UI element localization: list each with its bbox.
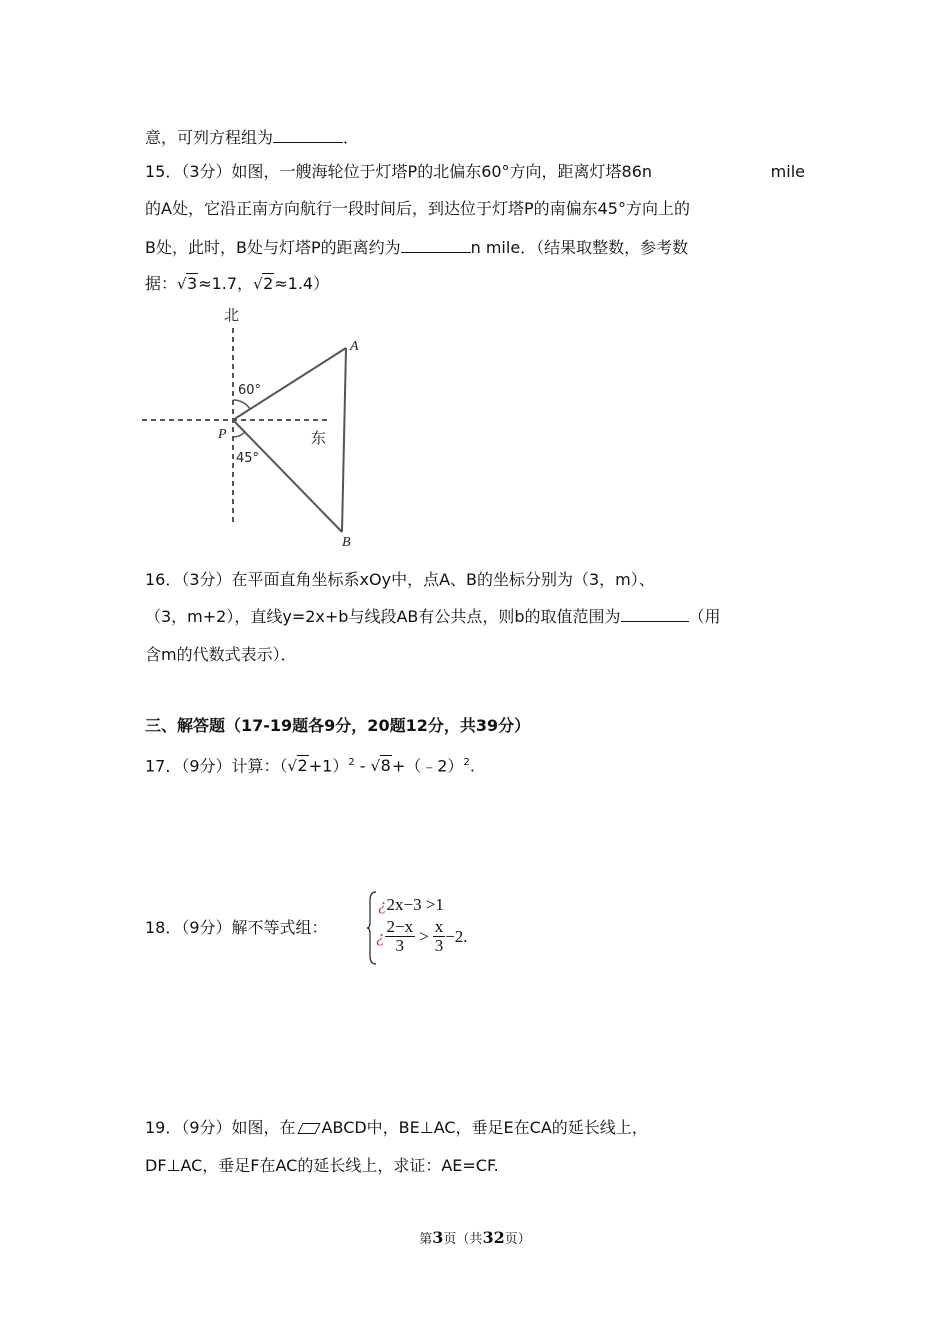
q19-line-2-text: DF⊥AC，垂足F在AC的延长线上，求证：AE=CF. xyxy=(145,1156,499,1175)
answer-blank xyxy=(401,237,471,253)
q17-exponent-2: 2 xyxy=(463,757,470,768)
answer-blank xyxy=(621,606,689,622)
frac2-num: x xyxy=(434,917,444,936)
parallelogram-icon xyxy=(297,1123,320,1134)
angle-45-label: 45° xyxy=(236,451,260,466)
q16-line-1-text: 16．（3分）在平面直角坐标系xOy中，点A、B的坐标分别为（3，m）、 xyxy=(145,570,655,589)
sqrt-8: √ 8 xyxy=(370,756,391,776)
q17-exponent-1: 2 xyxy=(348,757,355,768)
q16-line-1 xyxy=(145,570,805,590)
q18-inequality-2 xyxy=(376,918,468,955)
east-label: 东 xyxy=(311,429,327,447)
q19-line-2 xyxy=(145,1156,499,1176)
section-heading xyxy=(145,716,530,736)
q16-line-3-text: 含m的代数式表示）． xyxy=(145,645,297,664)
frac1-num: 2−x xyxy=(386,917,414,936)
q15-line-4 xyxy=(145,274,329,294)
q14-text: 意，可列方程组为 xyxy=(145,128,274,147)
frac2-den: 3 xyxy=(434,936,444,955)
q16-line-2 xyxy=(145,606,721,627)
q17-b: +1） xyxy=(308,756,349,776)
sqrt-2-q17: √ 2 xyxy=(287,756,308,776)
page-total: 32 xyxy=(482,1228,505,1247)
point-p-label: P xyxy=(218,427,227,442)
q17-d: +（﹣2） xyxy=(391,756,464,776)
q17-e: . xyxy=(469,756,475,776)
q15-line-4-b: ≈1.7， xyxy=(198,274,254,293)
radical-icon: √ xyxy=(177,275,187,293)
footer-b: 页（共 xyxy=(443,1232,483,1247)
q19-line-1-content xyxy=(145,1118,648,1138)
angle-60-label: 60° xyxy=(238,383,262,398)
q18-row-1: 2x−3 >1 xyxy=(386,895,444,914)
section-heading-text: 三、解答题（17-19题各9分，20题12分，共39分） xyxy=(145,716,531,735)
radical-icon: √ xyxy=(370,757,381,776)
q18-inequality-1 xyxy=(378,895,444,915)
q18-gt: > xyxy=(419,926,429,946)
q17-a: 17．（9分）计算：（ xyxy=(145,756,288,776)
q16-line-2-a: （3，m+2），直线y=2x+b与线段AB有公共点，则b的取值范围为 xyxy=(145,607,621,626)
q18-label-text: 18．（9分）解不等式组： xyxy=(145,918,328,937)
angle-arc-60 xyxy=(233,400,250,409)
q15-line-2 xyxy=(145,199,690,219)
page-number: 3 xyxy=(432,1228,444,1247)
point-a-label: A xyxy=(350,339,359,354)
sqrt-2: √ 2 xyxy=(253,274,274,293)
sqrt-3: √ 3 xyxy=(177,274,198,293)
q14-end: ． xyxy=(343,128,360,147)
radical-icon: √ xyxy=(253,275,263,293)
q15-line-3-b: n mile．（结果取整数，参考数 xyxy=(470,238,689,257)
q19-line-1-a: 19．（9分）如图，在 xyxy=(145,1118,296,1137)
q19-line-1 xyxy=(145,1118,805,1138)
q15-line-4-a: 据： xyxy=(145,274,178,293)
q18-mark-1: ¿ xyxy=(378,895,387,914)
north-label: 北 xyxy=(224,306,240,324)
q15-line-1-left: 15．（3分）如图，一艘海轮位于灯塔P的北偏东60°方向，距离灯塔86n xyxy=(145,162,653,181)
q15-line-3 xyxy=(145,237,688,258)
page-footer xyxy=(0,1228,950,1247)
q15-line-1 xyxy=(145,162,805,182)
q17-line xyxy=(145,753,475,776)
q19-line-1-b: ABCD中，BE⊥AC，垂足E在CA的延长线上， xyxy=(321,1118,648,1137)
footer-c: 页） xyxy=(504,1232,531,1247)
fraction-2 xyxy=(433,918,446,955)
q15-line-3-a: B处，此时，B处与灯塔P的距离约为 xyxy=(145,238,401,257)
q15-line-2-text: 的A处，它沿正南方向航行一段时间后，到达位于灯塔P的南偏东45°方向上的 xyxy=(145,199,690,218)
q18-label xyxy=(145,918,328,938)
frac1-den: 3 xyxy=(395,936,405,955)
q16-line-3 xyxy=(145,645,297,665)
q18-dot: . xyxy=(463,926,468,946)
q15-line-1-right: mile xyxy=(770,162,805,181)
q18-tail: −2 xyxy=(445,926,464,946)
point-b-label: B xyxy=(342,535,351,550)
segment-ab xyxy=(342,348,346,532)
radical-icon: √ xyxy=(287,757,298,776)
q16-line-2-b: （用 xyxy=(688,607,721,626)
q17-c: - xyxy=(354,756,371,776)
q18-mark-2: ¿ xyxy=(376,926,385,946)
q14-tail-line xyxy=(145,127,359,148)
answer-blank xyxy=(273,127,343,143)
fraction-1 xyxy=(385,918,416,955)
footer-a: 第 xyxy=(419,1232,433,1247)
lighthouse-figure xyxy=(140,300,380,555)
q15-line-4-c: ≈1.4） xyxy=(274,274,330,293)
angle-arc-45 xyxy=(233,432,245,437)
